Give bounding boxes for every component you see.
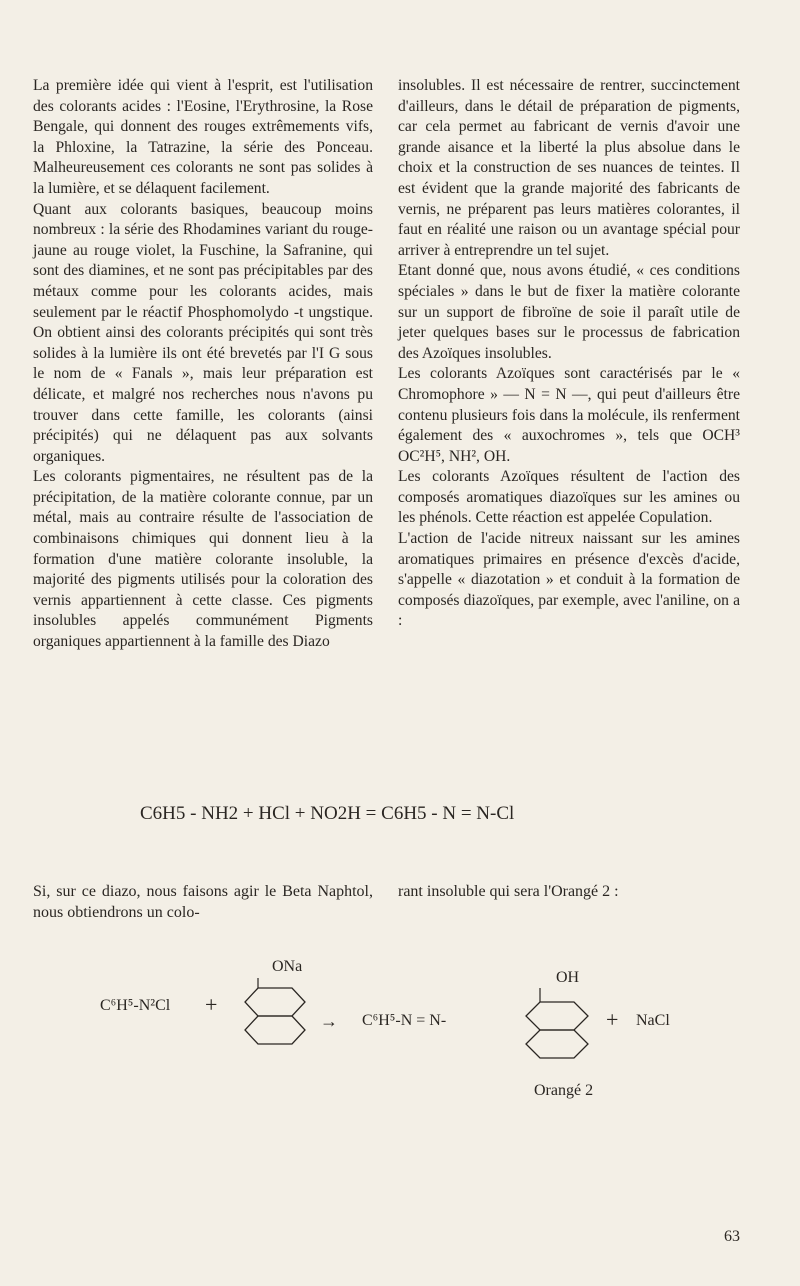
lower-left-text: Si, sur ce diazo, nous faisons agir le Beta Naphtol, nous obtiendrons un colo- [33,883,373,921]
arrow-icon: → [320,1011,338,1031]
substituent-label: ONa [272,958,303,975]
left-column [33,76,373,653]
plus-sign: + [205,992,218,1017]
paragraph: Etant donné que, nous avons étudié, « ces conditions spéciales » dans le but de fixer la matière colorante sur un support de fibroïne de soie il paraît utile de jeter quelques bases sur le processus de fabrication des Azoïques insolubles. [398,262,740,362]
lower-right-text: rant insoluble qui sera l'Orangé 2 : [398,883,619,900]
byproduct-label: NaCl [636,1012,670,1029]
paragraph: Les colorants pigmentaires, ne résultent pas de la précipitation, de la matière colorante connue, par un métal, mais au contraire résulte de l'association de combinaisons chimiques qui donnent lieu à la formation d'une matière colorante insoluble, la majorité des pigments utilisés pour la coloration des vernis appartiennent à cette classe. Ces pigments insolubles appelés communément Pigments organiques appartiennent à la famille des Diazo [33,468,373,651]
plus-sign: + [606,1007,619,1032]
diazotation-equation: C6H5 - NH2 + HCl + NO2H = C6H5 - N = N-Cl [140,803,515,824]
substituent-label: OH [556,969,580,986]
paragraph: Quant aux colorants basiques, beaucoup moins nombreux : la série des Rhodamines variant du rouge-jaune au rouge violet, la Fuschine, la Safranine, qui sont des diamines, et ne sont pas précipitables par des métaux comme pour les colorants acides, mais seulement par le réactif Phosphomolydo -t ungstique. On obtient ainsi des colorants précipités qui sont très solides à la lumière ils ont été brevetés par l'I G sous le nom de « Fanals », mais leur préparation est délicate, et malgré nos recherches nous n'avons pu trouver dans cette famille, les colorants (ainsi précipités) qui ne délaquent pas aux solvants organiques. [33,200,373,465]
naphthalene-ring-bottom [526,1030,588,1058]
paragraph: L'action de l'acide nitreux naissant sur les amines aromatiques primaires en présence d'excès d'acide, s'appelle « diazotation » et conduit à la formation de composés diazoïques, par exemple, avec l'aniline, on a : [398,530,740,630]
product-label: C⁶H⁵-N = N- [362,1012,447,1029]
right-column [398,76,740,632]
page-number: 63 [724,1228,740,1245]
naphthalene-ring-top [526,1002,588,1030]
paragraph: Les colorants Azoïques sont caractérisés par le « Chromophore » — N = N —, qui peut d'ailleurs être contenu plusieurs fois dans la molécule, ils renferment également des « auxochromes », tels que OCH³ OC²H⁵, NH², OH. [398,365,740,465]
paragraph: Les colorants Azoïques résultent de l'action des composés aromatiques diazoïques sur les amines ou les phénols. Cette réaction est appelée Copulation. [398,468,740,527]
reactant-label: C⁶H⁵-N²Cl [100,997,171,1014]
paragraph: La première idée qui vient à l'esprit, est l'utilisation des colorants acides : l'Eosine, l'Erythrosine, la Rose Bengale, qui donnent des rouges extrêmements vifs, la Phloxine, la Tatrazine, la série des Ponceau. Malheureusement ces colorants ne sont pas solides à la lumière, et se délaquent facilement. [33,77,373,197]
naphthalene-ring-top [245,988,305,1016]
compound-caption: Orangé 2 [534,1082,594,1099]
paragraph: insolubles. Il est nécessaire de rentrer, succinctement d'ailleurs, dans le détail de préparation de pigments, car cela permet au fabricant de vernis d'avoir une grande aisance et la liberté la plus absolue dans le choix et la construction de ses nuances de teintes. Il est évident que la grande majorité des fabricants de vernis, ne préparent pas leurs matières colorantes, il faut en réalité une raison ou un avantage spécial pour arriver à entreprendre un tel sujet. [398,77,740,259]
coupling-reaction-diagram [0,950,800,1110]
naphthalene-ring-bottom [245,1016,305,1044]
